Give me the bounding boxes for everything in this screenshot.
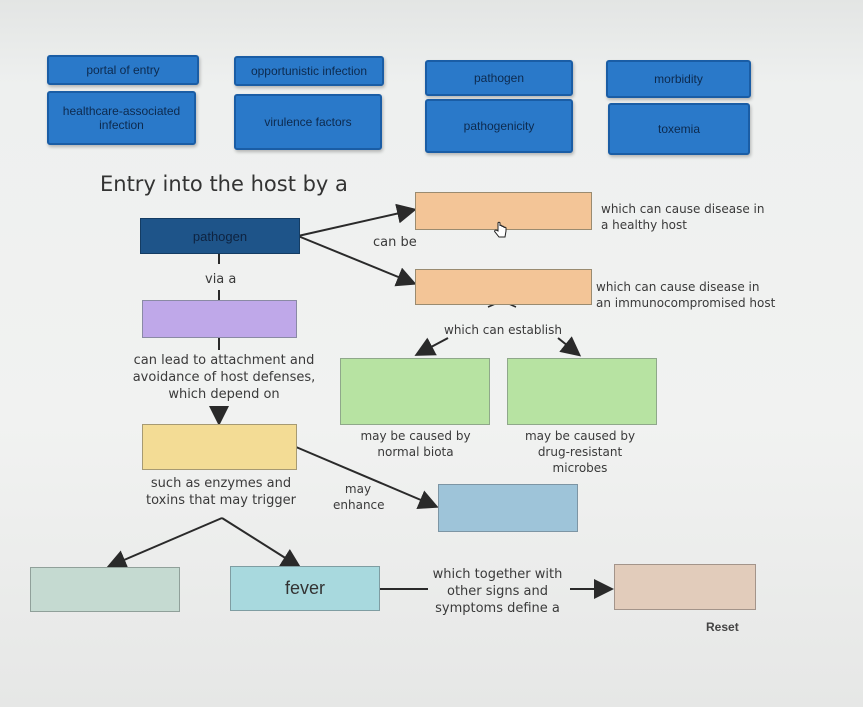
drop-zone-define[interactable] [614,564,756,610]
hand-cursor-icon [491,221,511,241]
label-attachment: can lead to attachment and avoidance of host defenses, which depend on [132,353,316,402]
tile-toxemia[interactable]: toxemia [608,103,750,155]
drop-zone-drug-resistant[interactable] [507,358,657,425]
label-can-be: can be [373,235,417,250]
drop-zone-depend-on[interactable] [142,424,297,470]
tile-portal-of-entry[interactable]: portal of entry [47,55,199,85]
map-title: Entry into the host by a [100,172,348,196]
label-which-can-establish: which can establish [444,323,562,337]
drop-zone-may-enhance[interactable] [438,484,578,532]
fever-node: fever [230,566,380,611]
label-immunocompromised-host: which can cause disease in an immunocompromised host [596,280,776,310]
label-drug-resistant: may be caused by drug-resistant microbes [524,429,636,475]
drop-zone-trigger-left[interactable] [30,567,180,612]
drop-zone-normal-biota[interactable] [340,358,490,425]
drop-zone-immunocompromised-host[interactable] [415,269,592,305]
pathogen-node: pathogen [140,218,300,254]
label-together-with: which together with other signs and symptoms define a [432,567,563,616]
tile-pathogen[interactable]: pathogen [425,60,573,96]
reset-button[interactable]: Reset [706,620,739,634]
label-healthy-host: which can cause disease in a healthy host [601,202,765,232]
tile-pathogenicity[interactable]: pathogenicity [425,99,573,153]
tile-morbidity[interactable]: morbidity [606,60,751,98]
tile-healthcare-associated-infection[interactable]: healthcare-associated infection [47,91,196,145]
tile-virulence-factors[interactable]: virulence factors [234,94,382,150]
label-enzymes-toxins: such as enzymes and toxins that may trigger [146,476,296,508]
tile-opportunistic-infection[interactable]: opportunistic infection [234,56,384,86]
label-may-enhance: may enhance [333,482,385,512]
label-via-a: via a [205,272,237,287]
drop-zone-via[interactable] [142,300,297,338]
label-normal-biota: may be caused by normal biota [360,429,471,459]
